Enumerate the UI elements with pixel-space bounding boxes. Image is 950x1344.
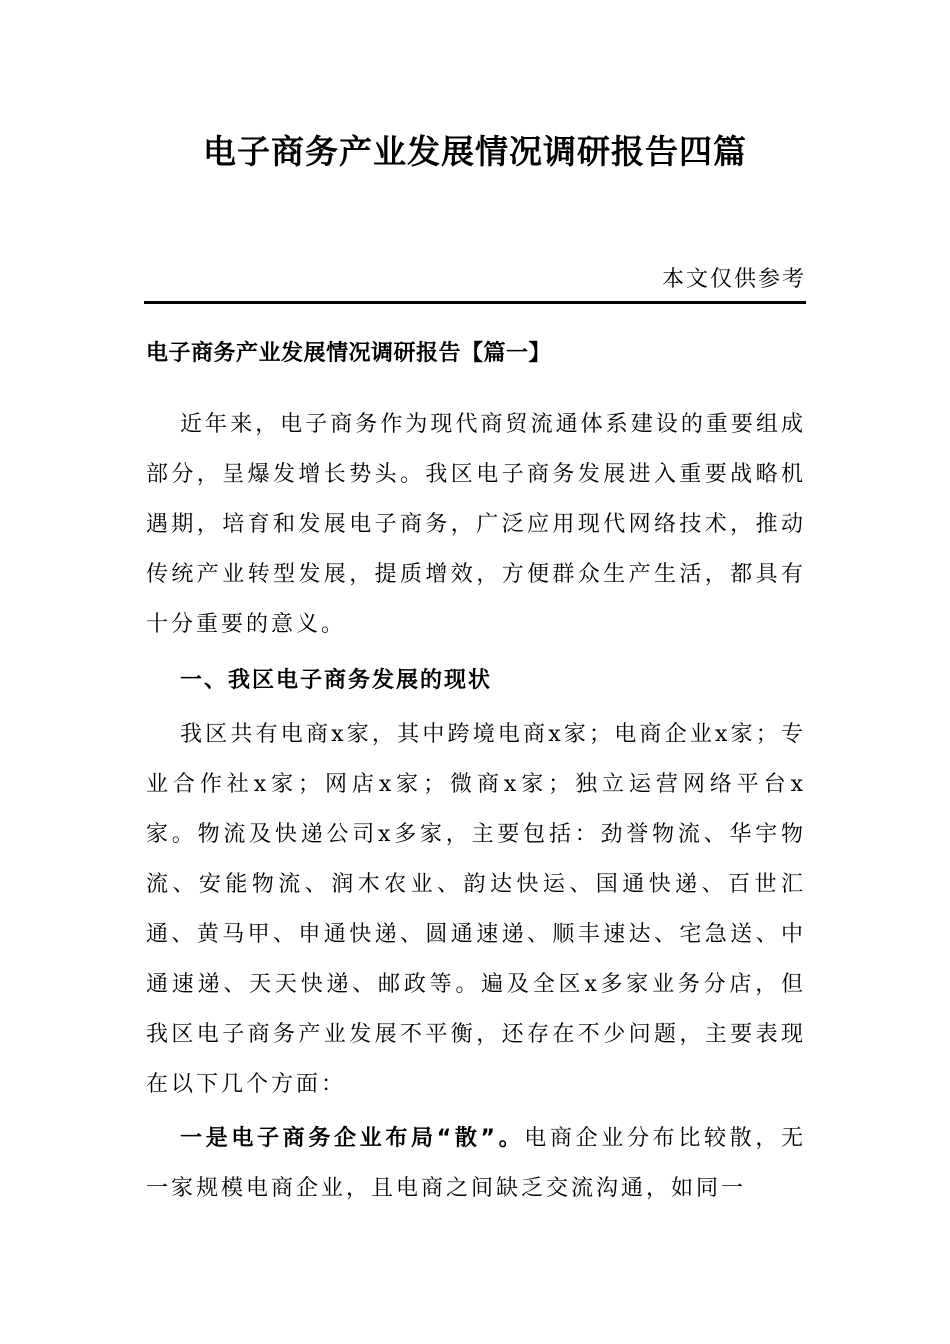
document-title: 电子商务产业发展情况调研报告四篇 xyxy=(203,132,747,171)
reference-note: 本文仅供参考 xyxy=(661,267,806,292)
point-one-text: 电商企业分布比较散，无一家规模电商企业，且电商之间缺乏交流沟通，如同一 xyxy=(146,1126,806,1201)
paragraph-intro: 近年来，电子商务作为现代商贸流通体系建设的重要组成部分，呈爆发增长势头。我区电子商务发展进入重要战略机遇期，培育和发展电子商务，广泛应用现代网络技术，推动传统产业转型发展，提质增效，方便群众生产生活，都具有十分重要的意义。 xyxy=(146,412,806,637)
header-divider xyxy=(144,301,806,304)
paragraph-status: 我区共有电商x家，其中跨境电商x家；电商企业x家；专业合作社x家；网店x家；微商x家；独立运营网络平台x家。物流及快递公司x多家，主要包括：劲誉物流、华宇物流、安能物流、润木农业、韵达快运、国通快递、百世汇通、黄马甲、申通快递、圆通速递、顺丰速达、宅急送、中通速递、天天快递、邮政等。遍及全区x多家业务分店，但我区电子商务产业发展不平衡，还存在不少问题，主要表现在以下几个方面： xyxy=(146,722,806,1097)
paragraph-point-one xyxy=(146,1114,806,1214)
point-one-lead: 一是电子商务企业布局“散”。 xyxy=(180,1126,525,1151)
subheading-status: 一、我区电子商务发展的现状 xyxy=(180,668,493,693)
section-heading: 电子商务产业发展情况调研报告【篇一】 xyxy=(146,341,552,366)
